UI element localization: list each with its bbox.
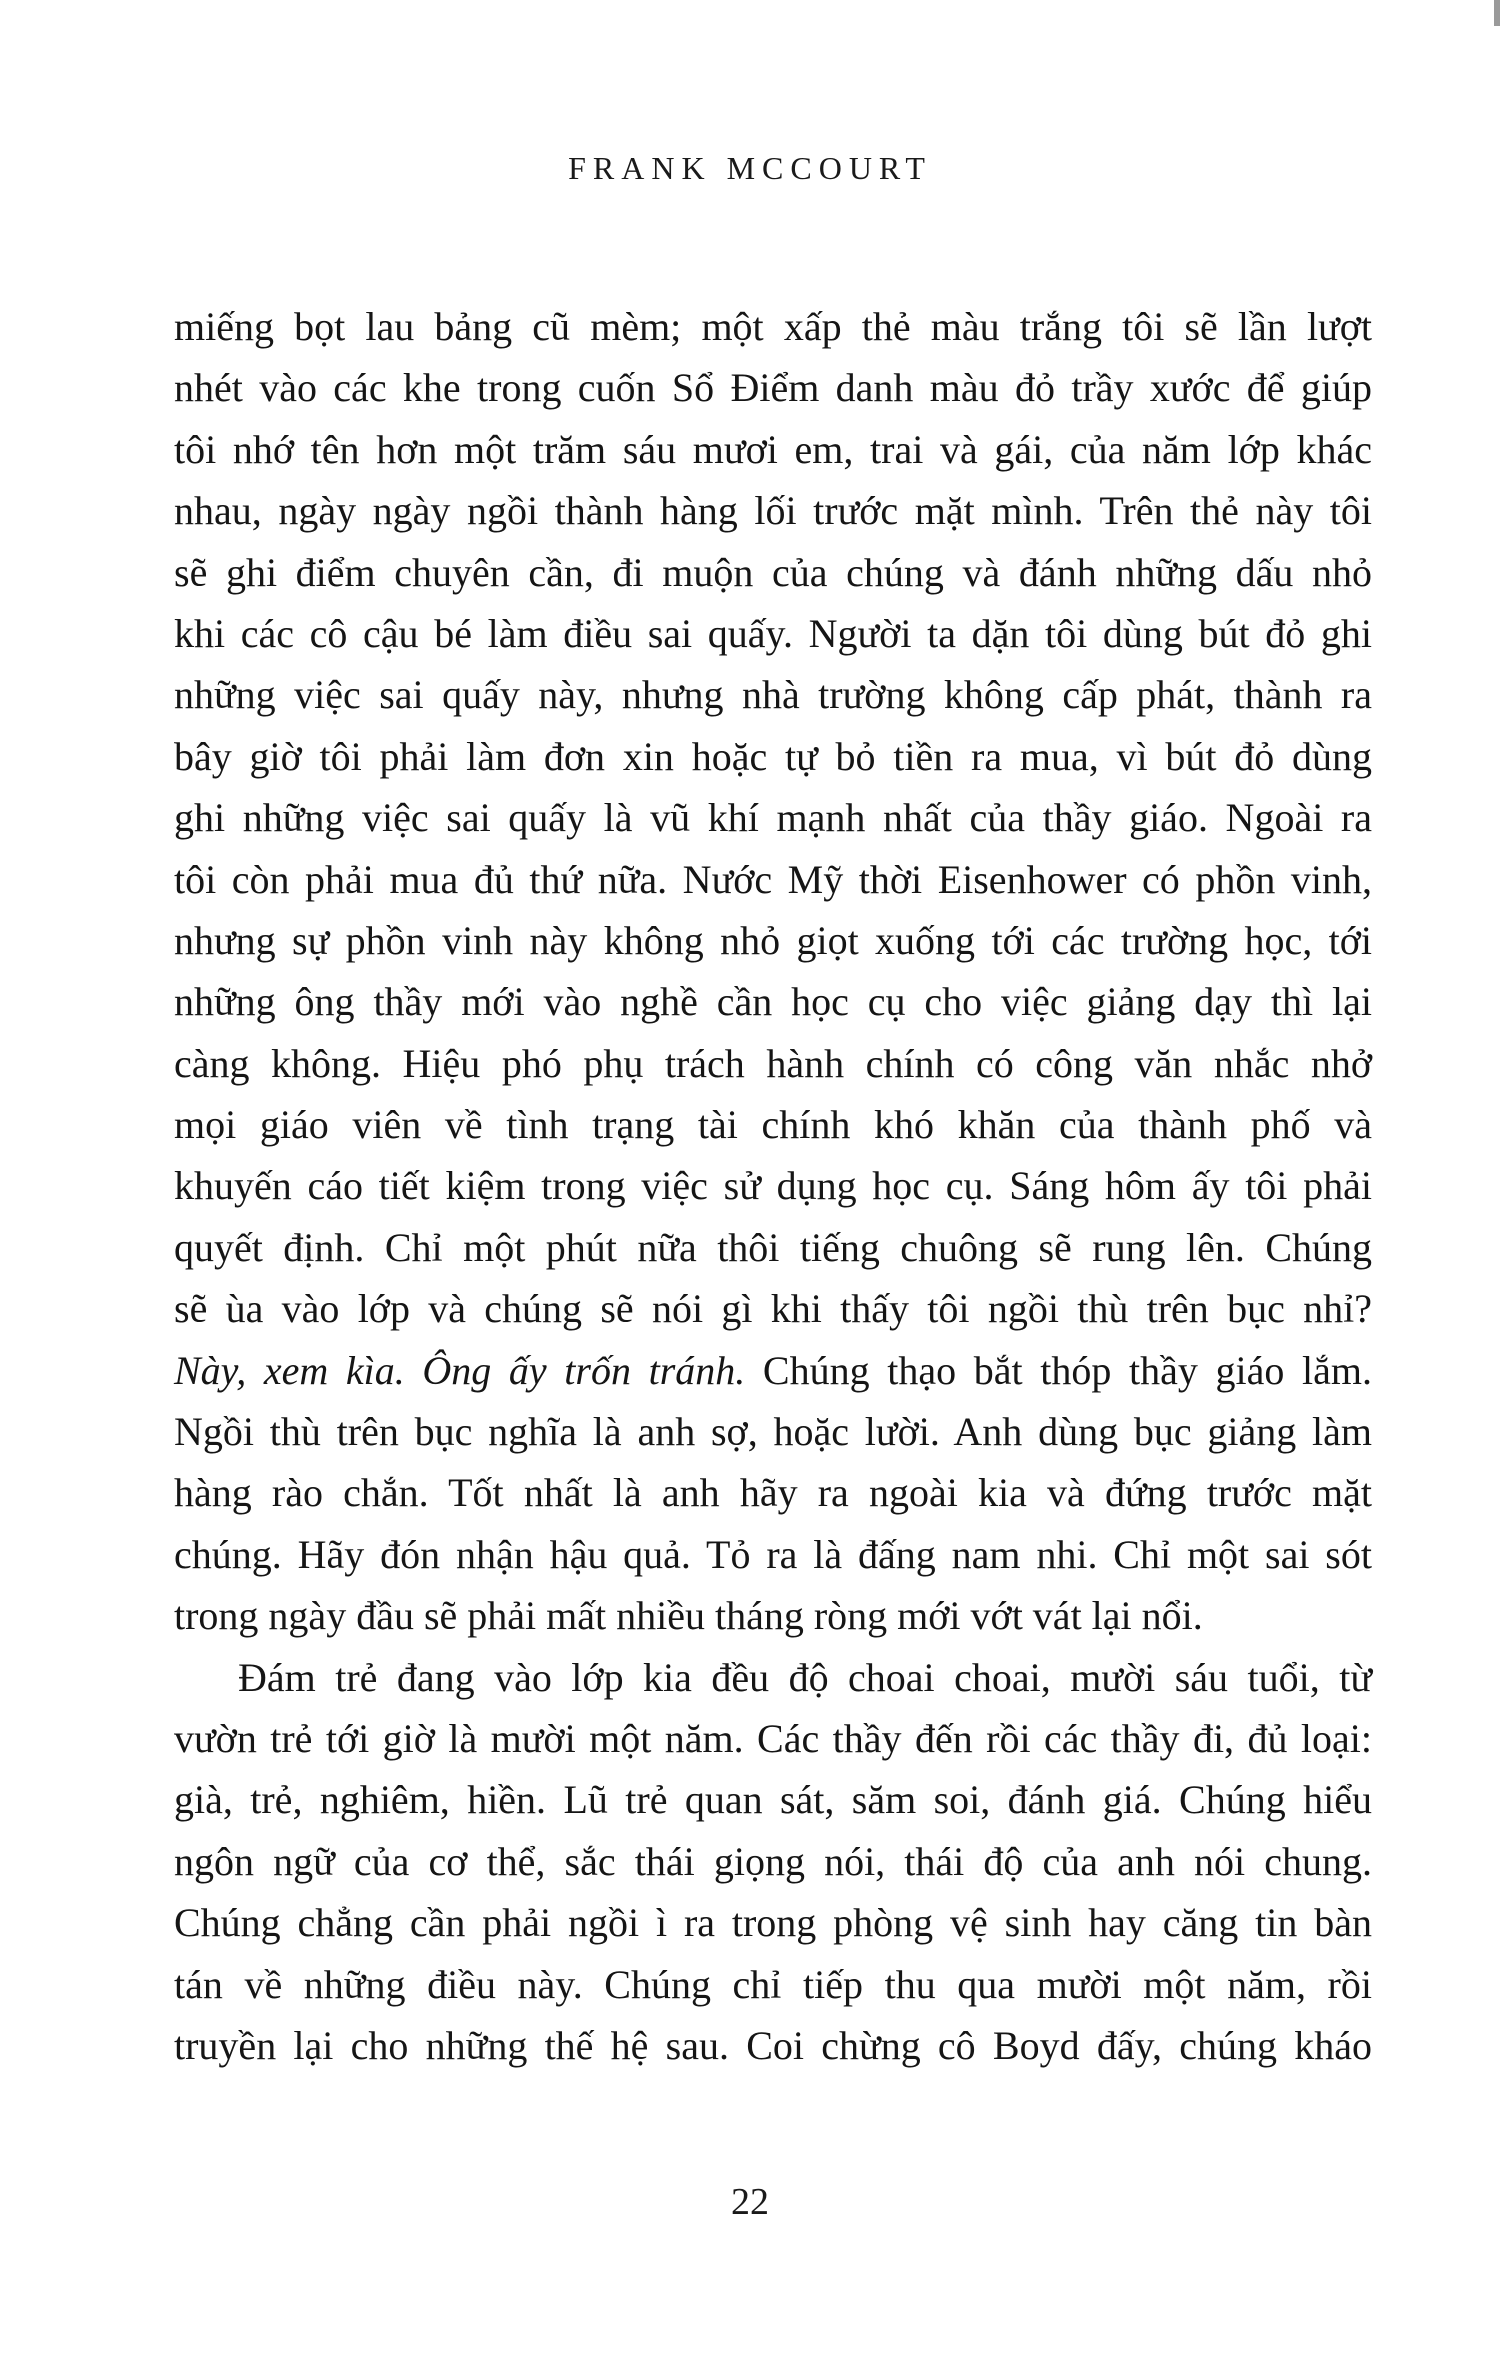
text-line: nhau, ngày ngày ngồi thành hàng lối trước mặt mình. Trên thẻ này tôi (174, 488, 1372, 534)
text-line: Chúng chẳng cần phải ngồi ì ra trong phòng vệ sinh hay căng tin bàn (174, 1900, 1372, 1946)
text-line: tán về những điều này. Chúng chỉ tiếp thu qua mười một năm, rồi (174, 1961, 1372, 2007)
text-line: hàng rào chắn. Tốt nhất là anh hãy ra ngoài kia và đứng trước mặt (174, 1470, 1372, 1516)
text-line: mọi giáo viên về tình trạng tài chính khó khăn của thành phố và (174, 1102, 1372, 1148)
text-line: ghi những việc sai quấy là vũ khí mạnh nhất của thầy giáo. Ngoài ra (174, 795, 1372, 841)
text-line: truyền lại cho những thế hệ sau. Coi chừng cô Boyd đấy, chúng kháo (174, 2022, 1372, 2068)
scan-edge-mark (1494, 0, 1500, 26)
paragraph-first-line: Đám trẻ đang vào lớp kia đều độ choai choai, mười sáu tuổi, từ (238, 1654, 1372, 1700)
text-line: những ông thầy mới vào nghề cần học cụ cho việc giảng dạy thì lại (174, 979, 1372, 1025)
running-head: FRANK MCCOURT (568, 150, 932, 186)
text-line: khi các cô cậu bé làm điều sai quấy. Người ta dặn tôi dùng bút đỏ ghi (174, 610, 1372, 656)
text-line: sẽ ghi điểm chuyên cần, đi muộn của chúng và đánh những dấu nhỏ (174, 549, 1372, 595)
text-line-italic-lead (174, 1340, 1372, 1401)
text-line: càng không. Hiệu phó phụ trách hành chính có công văn nhắc nhở (174, 1040, 1372, 1086)
text-line: miếng bọt lau bảng cũ mèm; một xấp thẻ màu trắng tôi sẽ lần lượt (174, 304, 1372, 349)
italic-quote: Này, xem kìa. Ông ấy trốn tránh. (174, 1347, 746, 1393)
text-line: chúng. Hãy đón nhận hậu quả. Tỏ ra là đấng nam nhi. Chỉ một sai sót (174, 1531, 1372, 1577)
text-line: nhét vào các khe trong cuốn Sổ Điểm danh màu đỏ trầy xước để giúp (174, 365, 1372, 411)
text-line: vườn trẻ tới giờ là mười một năm. Các thầy đến rồi các thầy đi, đủ loại: (174, 1715, 1372, 1761)
text-line: Ngồi thù trên bục nghĩa là anh sợ, hoặc lười. Anh dùng bục giảng làm (174, 1409, 1372, 1455)
text-line: tôi còn phải mua đủ thứ nữa. Nước Mỹ thời Eisenhower có phồn vinh, (174, 856, 1372, 902)
text-line: bây giờ tôi phải làm đơn xin hoặc tự bỏ tiền ra mua, vì bút đỏ dùng (174, 733, 1372, 779)
text-line: nhưng sự phồn vinh này không nhỏ giọt xuống tới các trường học, tới (174, 917, 1372, 963)
text-line: những việc sai quấy này, nhưng nhà trường không cấp phát, thành ra (174, 672, 1372, 718)
text-line-rest: Chúng thạo bắt thóp thầy giáo lắm. (745, 1347, 1372, 1393)
text-line: già, trẻ, nghiêm, hiền. Lũ trẻ quan sát, săm soi, đánh giá. Chúng hiểu (174, 1777, 1372, 1823)
text-line: tôi nhớ tên hơn một trăm sáu mươi em, trai và gái, của năm lớp khác (174, 426, 1372, 472)
text-line: ngôn ngữ của cơ thể, sắc thái giọng nói, thái độ của anh nói chung. (174, 1838, 1372, 1884)
text-line: sẽ ùa vào lớp và chúng sẽ nói gì khi thấy tôi ngồi thù trên bục nhỉ? (174, 1286, 1372, 1332)
page-number: 22 (731, 2181, 769, 2223)
text-line: khuyến cáo tiết kiệm trong việc sử dụng học cụ. Sáng hôm ấy tôi phải (174, 1163, 1372, 1209)
body-text (174, 296, 1372, 2076)
paragraph-last-line: trong ngày đầu sẽ phải mất nhiều tháng ròng mới vớt vát lại nổi. (174, 1593, 1203, 1639)
text-line: quyết định. Chỉ một phút nữa thôi tiếng chuông sẽ rung lên. Chúng (174, 1224, 1372, 1270)
